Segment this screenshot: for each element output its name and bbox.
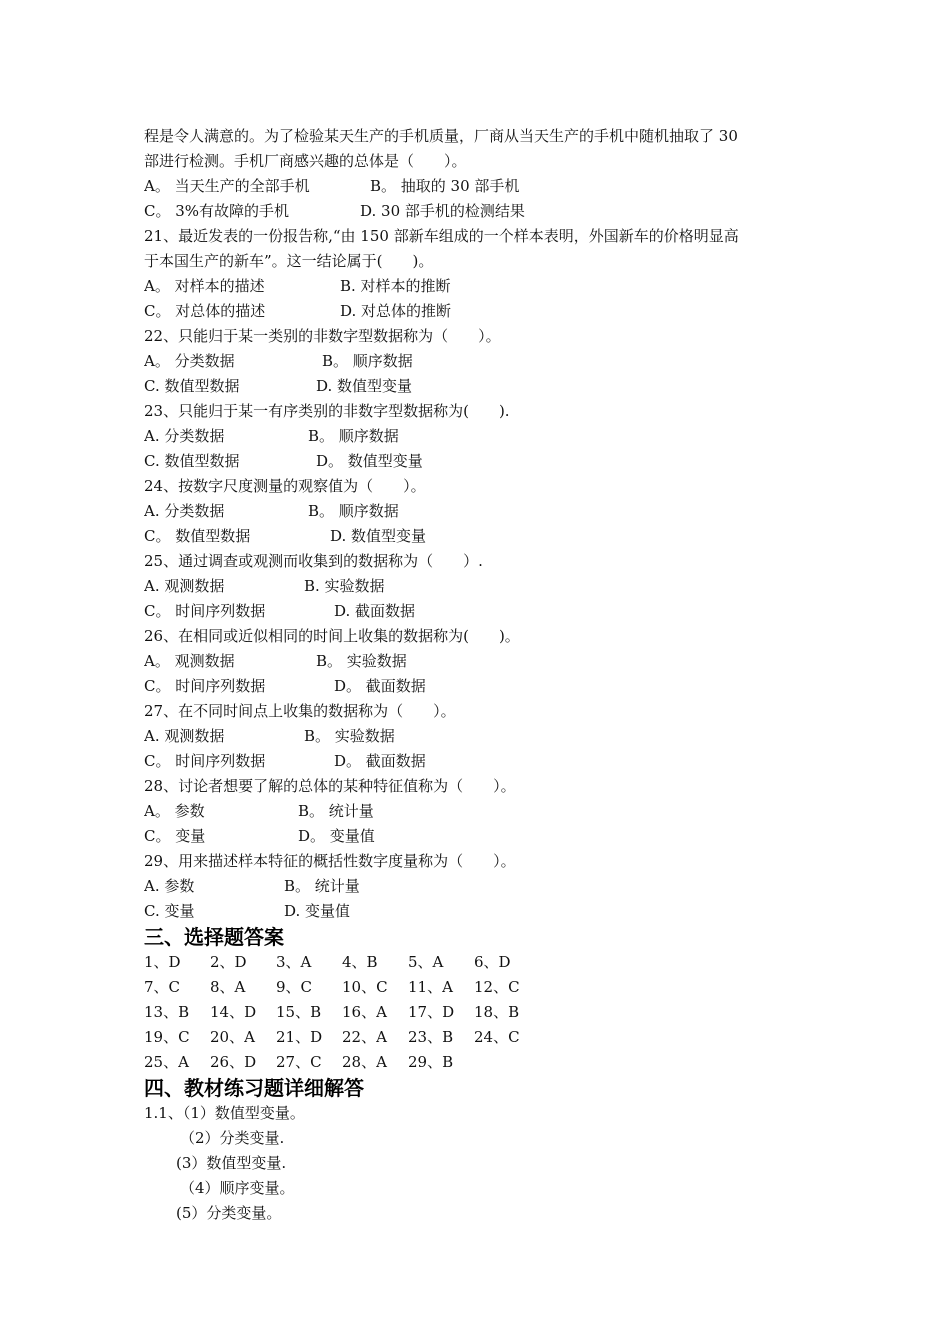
answer-item: 15、B bbox=[276, 1003, 322, 1021]
question-29-text: 29、用来描述样本特征的概括性数字度量称为（ ）。 bbox=[144, 852, 516, 870]
options-row bbox=[144, 299, 824, 324]
options-row bbox=[144, 674, 824, 699]
options-row bbox=[144, 874, 824, 899]
options-row bbox=[144, 199, 824, 224]
question-24-text: 24、按数字尺度测量的观察值为（ ）。 bbox=[144, 477, 426, 495]
option-c: C. 数值型数据 bbox=[144, 377, 240, 395]
answer-item: 3、A bbox=[276, 953, 312, 971]
option-b: B。 统计量 bbox=[298, 802, 374, 820]
options-row bbox=[144, 799, 824, 824]
question-21-text: 于本国生产的新车”。这一结论属于( )。 bbox=[144, 252, 434, 270]
options-row bbox=[144, 174, 824, 199]
answer-row bbox=[144, 975, 824, 1000]
option-c: C。 变量 bbox=[144, 827, 206, 845]
option-d: D。 数值型变量 bbox=[316, 452, 423, 470]
options-row bbox=[144, 724, 824, 749]
answer-item: 1、D bbox=[144, 953, 181, 971]
answer-row bbox=[144, 1050, 824, 1075]
options-row bbox=[144, 499, 824, 524]
option-c: C. 数值型数据 bbox=[144, 452, 240, 470]
question-28-text: 28、讨论者想要了解的总体的某种特征值称为（ ）。 bbox=[144, 777, 516, 795]
answer-item: 16、A bbox=[342, 1003, 387, 1021]
answer-item: 18、B bbox=[474, 1003, 520, 1021]
question-20-text: 程是令人满意的。为了检验某天生产的手机质量，厂商从当天生产的手机中随机抽取了 30 bbox=[144, 127, 738, 145]
option-b: B. 对样本的推断 bbox=[340, 277, 451, 295]
option-d: D. 对总体的推断 bbox=[340, 302, 452, 320]
option-b: B。 实验数据 bbox=[304, 727, 395, 745]
answer-item: 29、B bbox=[408, 1053, 454, 1071]
answer-item: 26、D bbox=[210, 1053, 257, 1071]
answer-item: 2、D bbox=[210, 953, 247, 971]
options-row bbox=[144, 424, 824, 449]
options-row bbox=[144, 449, 824, 474]
section-3-heading: 三、选择题答案 bbox=[144, 925, 284, 949]
answer-row bbox=[144, 950, 824, 975]
option-d: D。 变量值 bbox=[298, 827, 375, 845]
exercise-answer-line: (5）分类变量。 bbox=[176, 1204, 282, 1222]
answer-item: 14、D bbox=[210, 1003, 257, 1021]
options-row bbox=[144, 349, 824, 374]
option-c: C。 时间序列数据 bbox=[144, 677, 266, 695]
option-b: B。 统计量 bbox=[284, 877, 360, 895]
option-a: A. 观测数据 bbox=[144, 577, 225, 595]
question-27-text: 27、在不同时间点上收集的数据称为（ ）。 bbox=[144, 702, 456, 720]
answer-item: 5、A bbox=[408, 953, 444, 971]
question-20-text: 部进行检测。手机厂商感兴趣的总体是（ ）。 bbox=[144, 152, 467, 170]
option-a: A. 观测数据 bbox=[144, 727, 225, 745]
exercise-answer-line: 1.1、（1）数值型变量。 bbox=[144, 1104, 305, 1122]
option-a: A。 对样本的描述 bbox=[144, 277, 265, 295]
option-c: C. 变量 bbox=[144, 902, 195, 920]
option-a: A。 观测数据 bbox=[144, 652, 235, 670]
question-25-text: 25、通过调查或观测而收集到的数据称为（ ）. bbox=[144, 552, 483, 570]
option-c: C。 对总体的描述 bbox=[144, 302, 266, 320]
option-b: B。 实验数据 bbox=[316, 652, 407, 670]
answer-item: 25、A bbox=[144, 1053, 189, 1071]
option-c: C。 数值型数据 bbox=[144, 527, 251, 545]
answer-item: 19、C bbox=[144, 1028, 190, 1046]
exercise-answer-line: （2）分类变量. bbox=[180, 1129, 285, 1147]
answer-item: 12、C bbox=[474, 978, 520, 996]
option-c: C。 时间序列数据 bbox=[144, 752, 266, 770]
options-row bbox=[144, 899, 824, 924]
answer-item: 7、C bbox=[144, 978, 181, 996]
option-b: B。 顺序数据 bbox=[322, 352, 413, 370]
answer-item: 6、D bbox=[474, 953, 511, 971]
options-row bbox=[144, 599, 824, 624]
option-d: D。 截面数据 bbox=[334, 677, 426, 695]
option-d: D. 30 部手机的检测结果 bbox=[360, 202, 525, 220]
option-b: B。 顺序数据 bbox=[308, 502, 399, 520]
options-row bbox=[144, 824, 824, 849]
answer-item: 4、B bbox=[342, 953, 378, 971]
option-c: C。 3%有故障的手机 bbox=[144, 202, 290, 220]
answer-item: 9、C bbox=[276, 978, 313, 996]
option-a: A. 分类数据 bbox=[144, 502, 225, 520]
answer-item: 17、D bbox=[408, 1003, 455, 1021]
page-content bbox=[144, 124, 824, 1226]
answer-item: 27、C bbox=[276, 1053, 322, 1071]
option-a: A。 分类数据 bbox=[144, 352, 235, 370]
section-4-heading: 四、教材练习题详细解答 bbox=[144, 1076, 364, 1100]
answer-row bbox=[144, 1025, 824, 1050]
question-23-text: 23、只能归于某一有序类别的非数字型数据称为( ). bbox=[144, 402, 510, 420]
exercise-answer-line: （4）顺序变量。 bbox=[180, 1179, 295, 1197]
option-a: A。 当天生产的全部手机 bbox=[144, 177, 310, 195]
option-d: D. 截面数据 bbox=[334, 602, 416, 620]
options-row bbox=[144, 749, 824, 774]
answer-item: 8、A bbox=[210, 978, 246, 996]
options-row bbox=[144, 374, 824, 399]
answer-item: 13、B bbox=[144, 1003, 190, 1021]
option-d: D. 数值型变量 bbox=[330, 527, 427, 545]
options-row bbox=[144, 574, 824, 599]
options-row bbox=[144, 274, 824, 299]
option-a: A。 参数 bbox=[144, 802, 205, 820]
option-c: C。 时间序列数据 bbox=[144, 602, 266, 620]
answer-item: 23、B bbox=[408, 1028, 454, 1046]
options-row bbox=[144, 649, 824, 674]
option-d: D. 数值型变量 bbox=[316, 377, 413, 395]
question-22-text: 22、只能归于某一类别的非数字型数据称为（ ）。 bbox=[144, 327, 501, 345]
answer-item: 10、C bbox=[342, 978, 388, 996]
option-a: A. 分类数据 bbox=[144, 427, 225, 445]
answer-item: 21、D bbox=[276, 1028, 323, 1046]
answer-item: 11、A bbox=[408, 978, 453, 996]
option-d: D. 变量值 bbox=[284, 902, 351, 920]
options-row bbox=[144, 524, 824, 549]
option-a: A. 参数 bbox=[144, 877, 195, 895]
answer-item: 22、A bbox=[342, 1028, 387, 1046]
option-b: B. 实验数据 bbox=[304, 577, 385, 595]
option-b: B。 顺序数据 bbox=[308, 427, 399, 445]
answer-item: 24、C bbox=[474, 1028, 520, 1046]
option-b: B。 抽取的 30 部手机 bbox=[370, 177, 520, 195]
option-d: D。 截面数据 bbox=[334, 752, 426, 770]
answer-item: 28、A bbox=[342, 1053, 387, 1071]
exercise-answer-line: (3）数值型变量. bbox=[176, 1154, 287, 1172]
question-21-text: 21、最近发表的一份报告称,“由 150 部新车组成的一个样本表明，外国新车的价格明显高 bbox=[144, 227, 739, 245]
answer-row bbox=[144, 1000, 824, 1025]
answer-item: 20、A bbox=[210, 1028, 255, 1046]
question-26-text: 26、在相同或近似相同的时间上收集的数据称为( )。 bbox=[144, 627, 520, 645]
